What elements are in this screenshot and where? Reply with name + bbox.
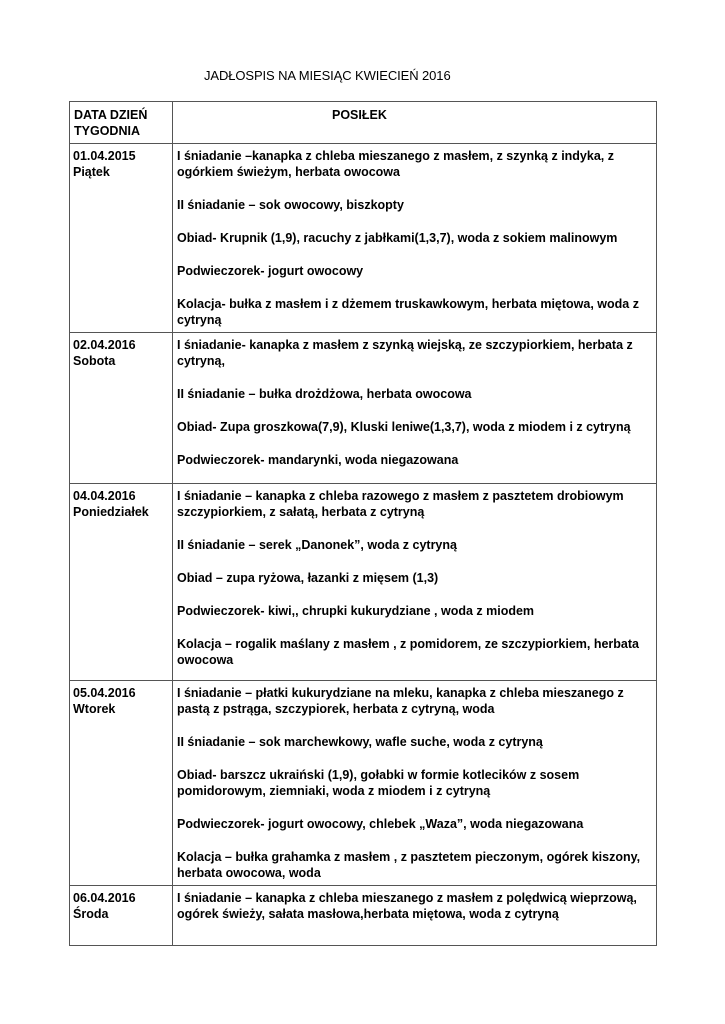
weekday-text: Środa	[73, 907, 109, 921]
meal-item: Podwieczorek- jogurt owocowy	[177, 264, 364, 278]
meal-item: I śniadanie – kanapka z chleba razowego z masłem z pasztetem drobiowym szczypiorkiem, z sałatą, herbata z cytryną	[177, 489, 624, 519]
meal-item: II śniadanie – serek „Danonek”, woda z cytryną	[177, 538, 457, 552]
meal-item: II śniadanie – bułka drożdżowa, herbata owocowa	[177, 387, 472, 401]
meal-item: I śniadanie- kanapka z masłem z szynką wiejską, ze szczypiorkiem, herbata z cytryną,	[177, 338, 633, 368]
meal-item: Obiad- Zupa groszkowa(7,9), Kluski leniwe(1,3,7), woda z miodem i z cytryną	[177, 420, 631, 434]
table-row	[70, 484, 657, 681]
meal-item: II śniadanie – sok owocowy, biszkopty	[177, 198, 404, 212]
meal-item: Kolacja – bułka grahamka z masłem , z pasztetem pieczonym, ogórek kiszony, herbata owocowa, woda	[177, 850, 641, 880]
meal-item: I śniadanie – płatki kukurydziane na mleku, kanapka z chleba mieszanego z pastą z pstrąga, szczypiorek, herbata z cytryną, woda	[177, 686, 624, 716]
table-row	[70, 144, 657, 333]
meal-item: Obiad- Krupnik (1,9), racuchy z jabłkami(1,3,7), woda z sokiem malinowym	[177, 231, 618, 245]
date-text: 04.04.2016	[73, 489, 136, 503]
menu-table	[69, 101, 657, 946]
table-row	[70, 333, 657, 484]
table-row	[70, 886, 657, 946]
meal-item: Obiad- barszcz ukraiński (1,9), gołabki w formie kotlecików z sosem pomidorowym, ziemniaki, woda z miodem i z cytryną	[177, 768, 580, 798]
meal-item: Obiad – zupa ryżowa, łazanki z mięsem (1,3)	[177, 571, 439, 585]
header-meal: POSIŁEK	[173, 102, 657, 144]
meal-cell	[173, 484, 657, 681]
meal-item: Kolacja- bułka z masłem i z dżemem truskawkowym, herbata miętowa, woda z cytryną	[177, 297, 639, 327]
date-cell	[70, 681, 173, 886]
date-cell	[70, 484, 173, 681]
meal-cell	[173, 886, 657, 946]
weekday-text: Piątek	[73, 165, 110, 179]
date-cell	[70, 144, 173, 333]
meal-cell	[173, 144, 657, 333]
date-text: 02.04.2016	[73, 338, 136, 352]
meal-item: Kolacja – rogalik maślany z masłem , z pomidorem, ze szczypiorkiem, herbata owocowa	[177, 637, 639, 667]
meal-item: Podwieczorek- kiwi,, chrupki kukurydziane , woda z miodem	[177, 604, 535, 618]
date-text: 06.04.2016	[73, 891, 136, 905]
meal-cell	[173, 333, 657, 484]
header-row	[70, 102, 657, 144]
meal-cell	[173, 681, 657, 886]
date-cell	[70, 333, 173, 484]
date-cell	[70, 886, 173, 946]
meal-item: Podwieczorek- jogurt owocowy, chlebek „Waza”, woda niegazowana	[177, 817, 584, 831]
meal-item: I śniadanie – kanapka z chleba mieszanego z masłem z polędwicą wieprzową, ogórek świeży, sałata masłowa,herbata miętowa, woda z cytryną	[177, 891, 637, 921]
meal-item: Podwieczorek- mandarynki, woda niegazowana	[177, 453, 459, 467]
weekday-text: Poniedziałek	[73, 505, 149, 519]
meal-item: II śniadanie – sok marchewkowy, wafle suche, woda z cytryną	[177, 735, 543, 749]
date-text: 05.04.2016	[73, 686, 136, 700]
weekday-text: Sobota	[73, 354, 116, 368]
header-date: DATA DZIEŃ TYGODNIA	[70, 102, 173, 144]
table-row	[70, 681, 657, 886]
weekday-text: Wtorek	[73, 702, 116, 716]
meal-item: I śniadanie –kanapka z chleba mieszanego z masłem, z szynką z indyka, z ogórkiem świeżym, herbata owocowa	[177, 149, 614, 179]
date-text: 01.04.2015	[73, 149, 136, 163]
page-title: JADŁOSPIS NA MIESIĄC KWIECIEŃ 2016	[204, 68, 451, 83]
